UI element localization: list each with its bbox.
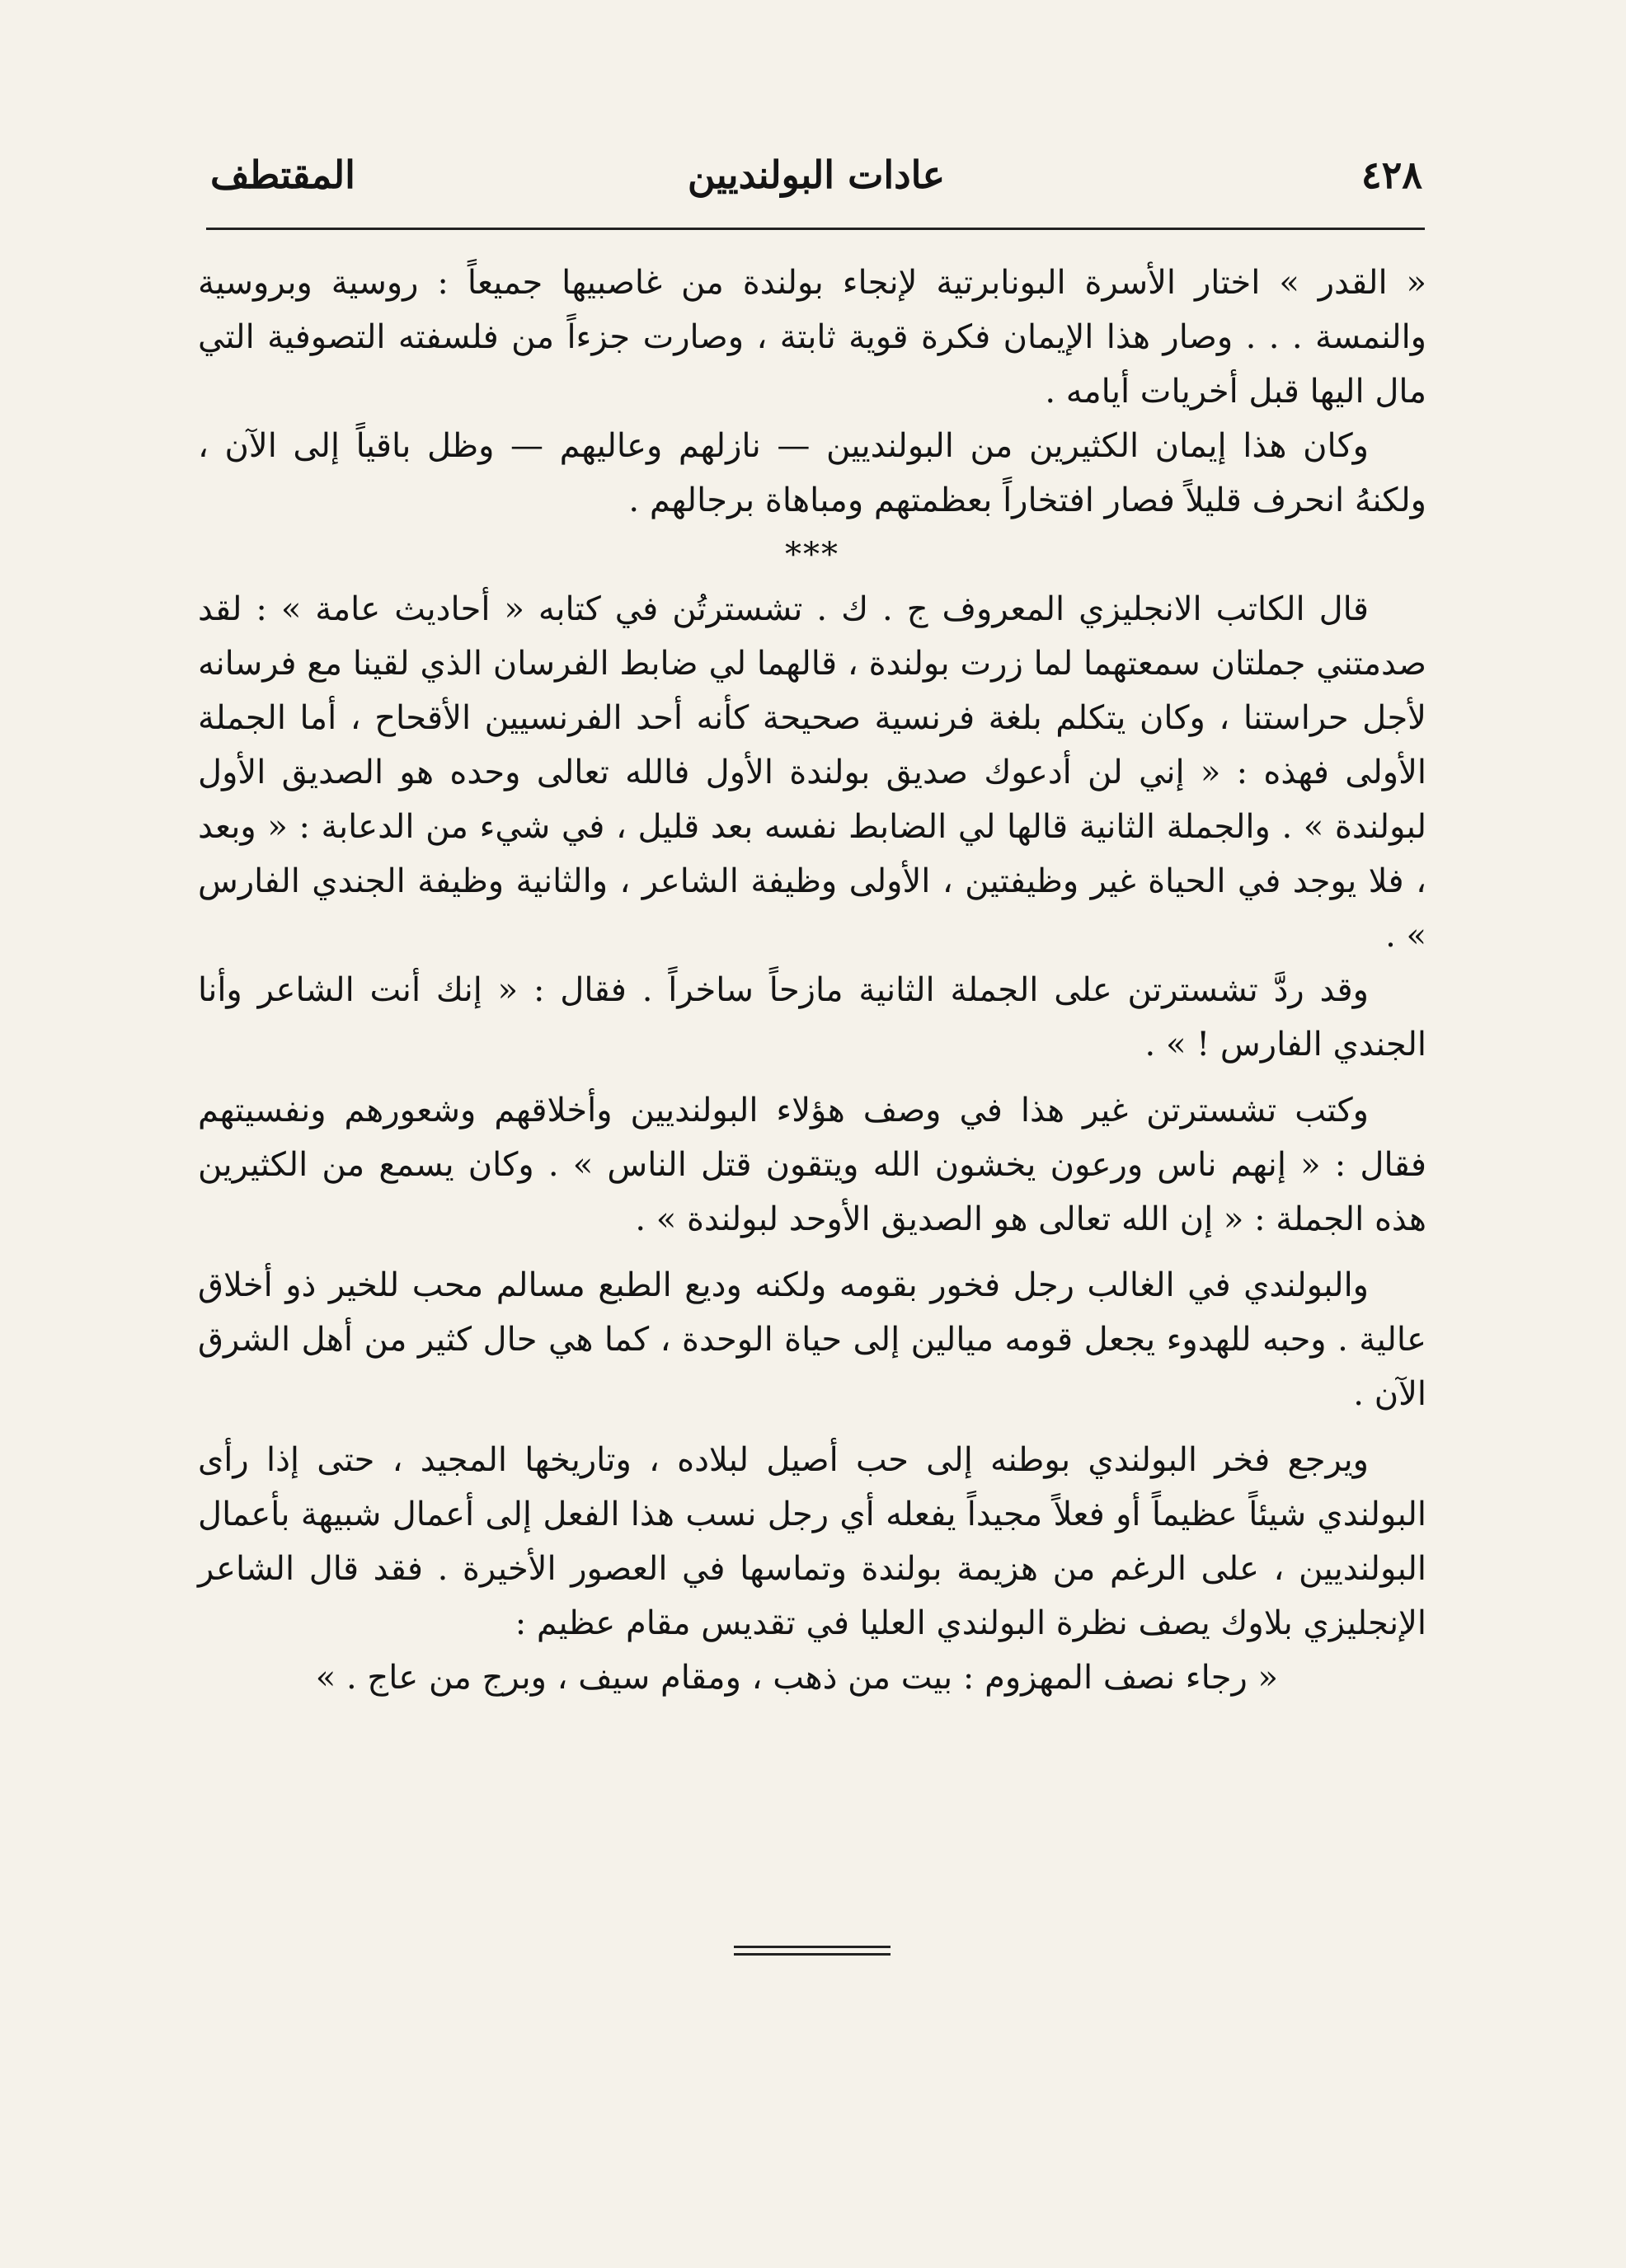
spacer [198, 1247, 1426, 1258]
paragraph-6: والبولندي في الغالب رجل فخور بقومه ولكنه وديع الطبع مسالم محب للخير ذو أخلاق عالية . وحبه للهدوء يجعل قومه ميالين إلى حياة الوحدة ، كما هي حال كثير من أهل الشرق الآن . [198, 1266, 1426, 1413]
spacer [198, 1072, 1426, 1083]
header-rule [206, 228, 1425, 230]
page-header [210, 144, 1422, 218]
paragraph-1: « القدر » اختار الأسرة البونابرتية لإنجاء بولندة من غاصبيها جميعاً : روسية وبروسية والنمسة . . . وصار هذا الإيمان فكرة قوية ثابتة ، وصارت جزءاً من فلسفته التصوفية التي مال اليها قبل أخريات أيامه . [198, 264, 1426, 411]
paragraph-2: وكان هذا إيمان الكثيرين من البولنديين — نازلهم وعاليهم — وظل باقياً إلى الآن ، ولكنهُ انحرف قليلاً فصار افتخاراً بعظمتهم ومباهاة برجالهم . [198, 427, 1426, 519]
end-rule [734, 1946, 891, 1956]
page-number: ٤٢٨ [1360, 153, 1422, 197]
section-separator: *** [785, 536, 839, 574]
journal-name: المقتطف [210, 153, 355, 197]
paragraph-4: وقد ردَّ تشسترتن على الجملة الثانية مازحاً ساخراً . فقال : « إنك أنت الشاعر وأنا الجندي الفارس ! » . [198, 971, 1426, 1064]
paragraph-5: وكتب تشسترتن غير هذا في وصف هؤلاء البولنديين وأخلاقهم وشعورهم ونفسيتهم فقال : « إنهم ناس ورعون يخشون الله ويتقون قتل الناس » . وكان يسمع من الكثيرين هذه الجملة : « إن الله تعالى هو الصديق الأوحد لبولندة » . [198, 1092, 1426, 1238]
running-title: عادات البولنديين [687, 153, 946, 197]
article-body [198, 256, 1426, 1705]
poem-quote: « رجاء نصف المهزوم : بيت من ذهب ، ومقام سيف ، وبرج من عاج . » [315, 1659, 1278, 1697]
paragraph-7: ويرجع فخر البولندي بوطنه إلى حب أصيل لبلاده ، وتاريخها المجيد ، حتى إذا رأى البولندي شيئاً عظيماً أو فعلاً مجيداً يفعله أي رجل نسب هذا الفعل إلى أعمال شبيهة بأعمال البولنديين ، على الرغم من هزيمة بولندة وتماسها في العصور الأخيرة . فقد قال الشاعر الإنجليزي بلاوك يصف نظرة البولندي العليا في تقديس مقام عظيم : [198, 1441, 1426, 1642]
paragraph-3: قال الكاتب الانجليزي المعروف ج . ك . تشسترتُن في كتابه « أحاديث عامة » : لقد صدمتني جملتان سمعتهما لما زرت بولندة ، قالهما لي ضابط الفرسان الذي لقينا مع فرسانه لأجل حراستنا ، وكان يتكلم بلغة فرنسية صحيحة كأنه أحد الفرنسيين الأقحاح ، أما الجملة الأولى فهذه : « إني لن أدعوك صديق بولندة الأول فالله تعالى وحده هو الصديق الأول لبولندة » . والجملة الثانية قالها لي الضابط نفسه بعد قليل ، في شيء من الدعابة : « وبعد ، فلا يوجد في الحياة غير وظيفتين ، الأولى وظيفة الشاعر ، والثانية وظيفة الجندي الفارس » . [198, 590, 1427, 955]
spacer [198, 1421, 1426, 1433]
